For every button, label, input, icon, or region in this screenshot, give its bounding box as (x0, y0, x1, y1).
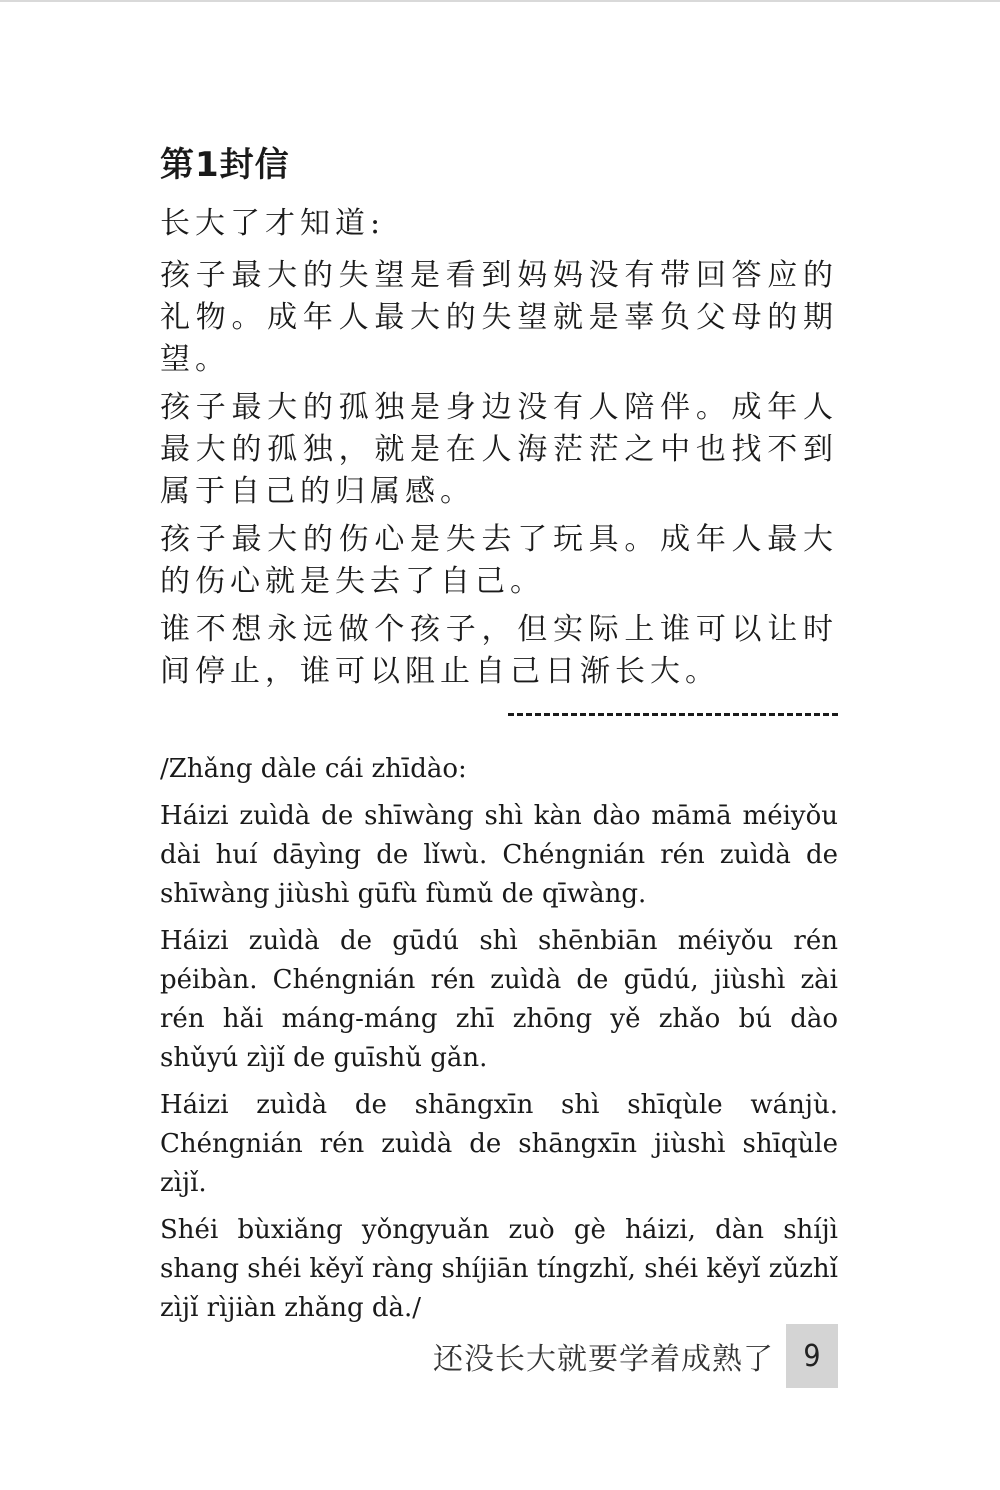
dashed-divider (508, 713, 838, 716)
pinyin-paragraph-1: Háizi zuìdà de shīwàng shì kàn dào māmā méiyǒu dài huí dāyìng de lǐwù. Chéngnián rén zuìdà de shīwàng jiùshì gūfù fùmǔ de qīwàng. (160, 801, 838, 909)
chinese-paragraph-1: 孩子最大的失望是看到妈妈没有带回答应的礼物。成年人最大的失望就是辜负父母的期望。 (160, 258, 838, 377)
letter-title: 第1封信 (160, 145, 290, 185)
chinese-paragraph-2: 孩子最大的孤独是身边没有人陪伴。成年人最大的孤独，就是在人海茫茫之中也找不到属于自己的归属感。 (160, 390, 838, 509)
top-rule (0, 0, 1000, 2)
pinyin-paragraph-2: Háizi zuìdà de gūdú shì shēnbiān méiyǒu rén péibàn. Chéngnián rén zuìdà de gūdú, jiùshì zài rén hǎi máng-máng zhī zhōng yě zhǎo bú dào shǔyú zìjǐ de guīshǔ gǎn. (160, 926, 838, 1073)
page-number: 9 (786, 1324, 838, 1388)
chinese-paragraph-4: 谁不想永远做个孩子，但实际上谁可以让时间停止，谁可以阻止自己日渐长大。 (160, 612, 838, 689)
pinyin-greeting: /Zhǎng dàle cái zhīdào: (160, 754, 467, 784)
page-content (160, 135, 838, 1336)
chinese-greeting: 长大了才知道: (160, 206, 386, 241)
page-footer (400, 1324, 838, 1388)
book-title: 还没长大就要学着成熟了 (433, 1342, 774, 1377)
chinese-paragraph-3: 孩子最大的伤心是失去了玩具。成年人最大的伤心就是失去了自己。 (160, 522, 838, 599)
chinese-text (160, 203, 838, 693)
pinyin-paragraph-4: Shéi bùxiǎng yǒngyuǎn zuò gè háizi, dàn shíjì shang shéi kěyǐ ràng shíjiān tíngzhǐ, shéi kěyǐ zǔzhǐ zìjǐ rìjiàn zhǎng dà./ (160, 1215, 838, 1323)
pinyin-text (160, 750, 838, 1328)
pinyin-paragraph-3: Háizi zuìdà de shāngxīn shì shīqùle wánjù. Chéngnián rén zuìdà de shāngxīn jiùshì shīqùle zìjǐ. (160, 1090, 838, 1198)
